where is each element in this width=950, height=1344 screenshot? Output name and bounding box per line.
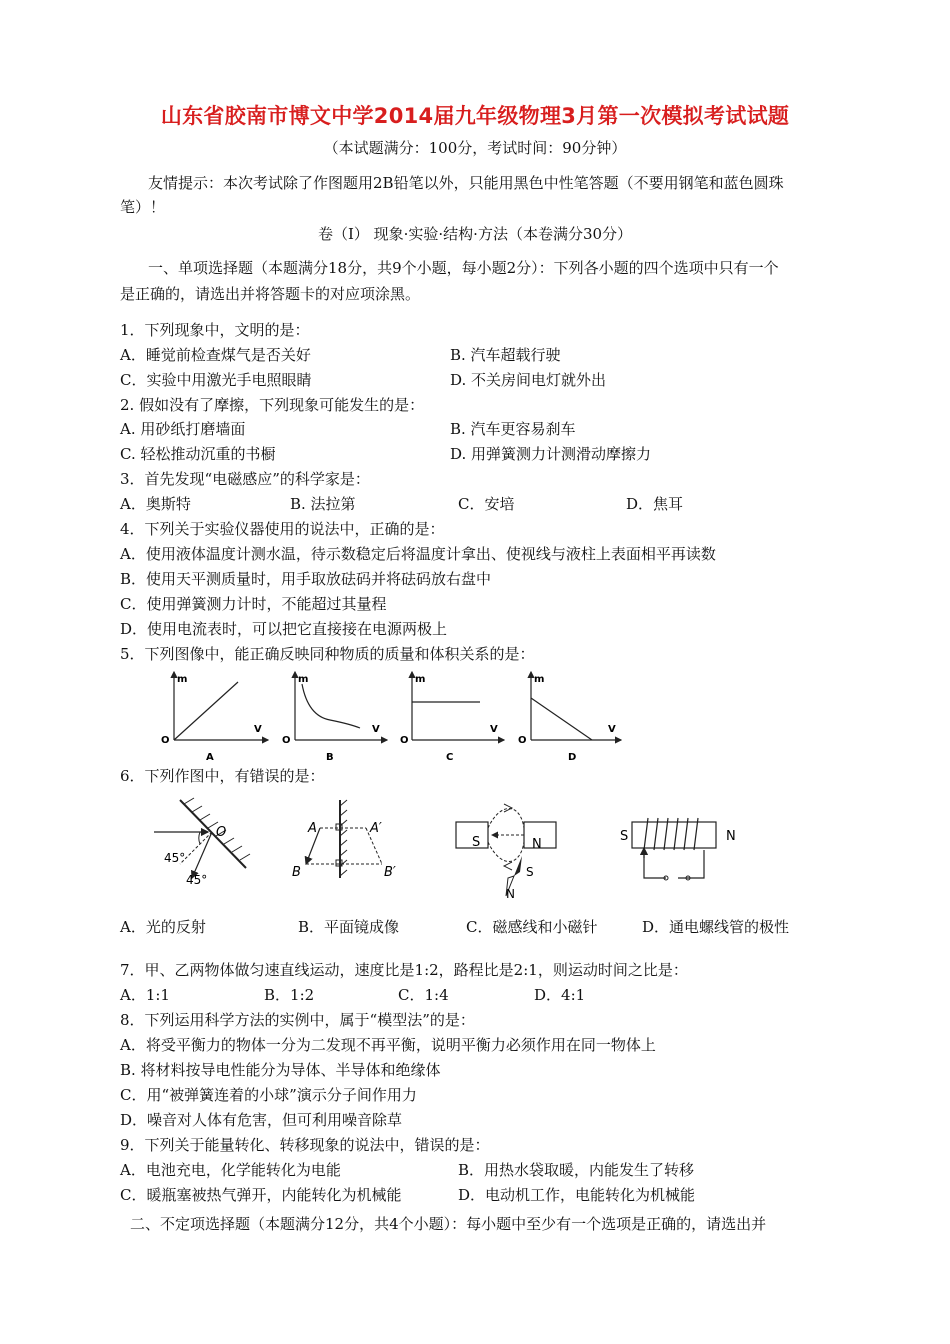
graph-a-label: A — [206, 752, 214, 763]
svg-text:B: B — [292, 865, 301, 880]
q8-option-c: C．用“被弹簧连着的小球”演示分子间作用力 — [120, 1086, 417, 1104]
q8-option-b: B. 将材料按导电性能分为导体、半导体和绝缘体 — [120, 1061, 441, 1079]
graph-c — [400, 672, 504, 763]
q2-option-d: D. 用弹簧测力计测滑动摩擦力 — [450, 445, 652, 463]
graph-a-origin: O — [161, 735, 170, 746]
graph-d-origin: O — [518, 735, 527, 746]
graph-a-xlabel: V — [254, 724, 262, 735]
q9-option-a: A．电池充电，化学能转化为电能 — [120, 1161, 341, 1179]
graph-c-origin: O — [400, 735, 409, 746]
graph-c-xlabel: V — [490, 724, 498, 735]
svg-text:N: N — [506, 887, 515, 901]
fig-c-magnets — [456, 804, 556, 901]
q2-option-a: A. 用砂纸打磨墙面 — [120, 420, 246, 438]
part1-line-1: 一、单项选择题（本题满分18分，共9个小题，每小题2分）：下列各小题的四个选项中只有一个 — [148, 259, 779, 277]
q7-option-c: C．1:4 — [398, 986, 449, 1004]
svg-text:S: S — [620, 829, 629, 844]
exam-title: 山东省胶南市博文中学2014届九年级物理3月第一次模拟考试试题 — [160, 104, 790, 128]
q3-option-b: B. 法拉第 — [290, 495, 356, 513]
graph-b-ylabel: m — [298, 674, 309, 685]
q1-stem: 1．下列现象中，文明的是： — [120, 321, 310, 339]
fig-a-reflection — [154, 798, 250, 887]
part2-line-1: 二、不定项选择题（本题满分12分，共4个小题）：每小题中至少有一个选项是正确的，请选出并 — [130, 1215, 767, 1233]
q6-figures — [140, 792, 760, 902]
q3-option-a: A．奥斯特 — [120, 495, 191, 513]
svg-text:B′: B′ — [384, 865, 396, 880]
graph-a-ylabel: m — [177, 674, 188, 685]
svg-text:A′: A′ — [370, 821, 382, 836]
graph-a — [161, 672, 268, 763]
svg-text:45°: 45° — [164, 851, 186, 865]
q2-stem: 2. 假如没有了摩擦，下列现象可能发生的是： — [120, 396, 425, 414]
q5-stem: 5．下列图像中，能正确反映同种物质的质量和体积关系的是： — [120, 645, 535, 663]
q4-option-c: C．使用弹簧测力计时，不能超过其量程 — [120, 595, 387, 613]
q3-option-c: C．安培 — [458, 495, 515, 513]
q2-option-b: B. 汽车更容易刹车 — [450, 420, 576, 438]
q1-option-d: D. 不关房间电灯就外出 — [450, 371, 607, 389]
q9-stem: 9．下列关于能量转化、转移现象的说法中，错误的是： — [120, 1136, 490, 1154]
graph-b — [282, 672, 387, 763]
q5-graphs — [150, 668, 640, 768]
notice-line-1: 友情提示：本次考试除了作图题用2B铅笔以外，只能用黑色中性笔答题（不要用钢笔和蓝色圆珠 — [148, 174, 784, 192]
q6-option-b: B．平面镜成像 — [298, 918, 400, 936]
q6-stem: 6．下列作图中，有错误的是： — [120, 767, 325, 785]
q8-stem: 8．下列运用科学方法的实例中，属于“模型法”的是： — [120, 1011, 475, 1029]
part1-line-2: 是正确的，请选出并将答题卡的对应项涂黑。 — [120, 285, 421, 303]
q7-option-a: A．1:1 — [120, 986, 170, 1004]
fig-d-solenoid — [620, 818, 736, 880]
svg-text:S: S — [526, 865, 534, 879]
q8-option-a: A．将受平衡力的物体一分为二发现不再平衡，说明平衡力必须作用在同一物体上 — [120, 1036, 656, 1054]
q1-option-b: B. 汽车超载行驶 — [450, 346, 561, 364]
graph-b-label: B — [326, 752, 334, 763]
q4-option-a: A．使用液体温度计测水温，待示数稳定后将温度计拿出、使视线与液柱上表面相平再读数 — [120, 545, 716, 563]
graph-d-line — [531, 698, 592, 740]
exam-subtitle: （本试题满分：100分，考试时间：90分钟） — [323, 139, 627, 157]
svg-text:N: N — [532, 837, 542, 852]
q9-option-b: B．用热水袋取暖，内能发生了转移 — [458, 1161, 695, 1179]
section-heading: 卷（I） 现象·实验·结构·方法（本卷满分30分） — [317, 225, 633, 243]
q8-option-d: D．噪音对人体有危害，但可利用噪音除草 — [120, 1111, 403, 1129]
graph-d — [518, 672, 621, 763]
q7-stem: 7．甲、乙两物体做匀速直线运动，速度比是1:2，路程比是2:1，则运动时间之比是： — [120, 961, 688, 979]
fig-b-plane-mirror — [292, 800, 396, 880]
graph-b-curve — [302, 684, 360, 728]
graph-d-label: D — [568, 752, 577, 763]
graph-b-xlabel: V — [372, 724, 380, 735]
q2-option-c: C. 轻松推动沉重的书橱 — [120, 445, 276, 463]
q6-option-d: D．通电螺线管的极性 — [642, 918, 790, 936]
q3-option-d: D．焦耳 — [626, 495, 684, 513]
graph-b-origin: O — [282, 735, 291, 746]
q9-option-c: C．暖瓶塞被热气弹开，内能转化为机械能 — [120, 1186, 402, 1204]
svg-text:A: A — [308, 821, 317, 836]
q1-option-a: A．睡觉前检查煤气是否关好 — [120, 346, 311, 364]
q7-option-d: D．4:1 — [534, 986, 586, 1004]
svg-text:N: N — [726, 829, 736, 844]
q6-option-a: A．光的反射 — [120, 918, 206, 936]
graph-c-ylabel: m — [415, 674, 426, 685]
notice-line-2: 笔）！ — [120, 198, 166, 216]
q1-option-c: C．实验中用激光手电照眼睛 — [120, 371, 312, 389]
graph-d-xlabel: V — [608, 724, 616, 735]
graph-c-label: C — [446, 752, 454, 763]
q6-option-c: C．磁感线和小磁针 — [466, 918, 598, 936]
q4-option-b: B．使用天平测质量时，用手取放砝码并将砝码放右盘中 — [120, 570, 492, 588]
graph-d-ylabel: m — [534, 674, 545, 685]
q3-stem: 3．首先发现“电磁感应”的科学家是： — [120, 470, 370, 488]
q4-option-d: D．使用电流表时，可以把它直接接在电源两极上 — [120, 620, 448, 638]
graph-a-line — [174, 682, 238, 740]
svg-text:O: O — [216, 825, 227, 840]
q9-option-d: D．电动机工作，电能转化为机械能 — [458, 1186, 696, 1204]
svg-text:S: S — [472, 835, 481, 850]
q4-stem: 4．下列关于实验仪器使用的说法中，正确的是： — [120, 520, 445, 538]
svg-text:45°: 45° — [186, 873, 208, 887]
q7-option-b: B．1:2 — [264, 986, 315, 1004]
